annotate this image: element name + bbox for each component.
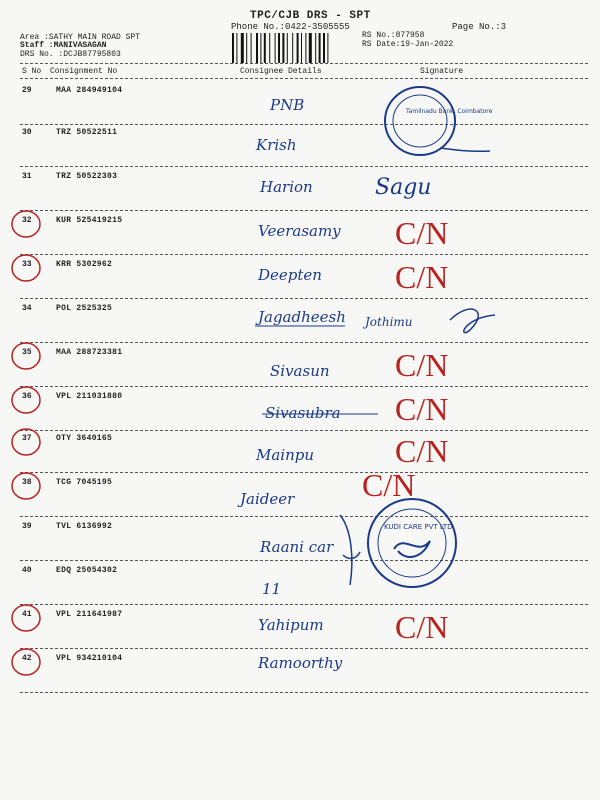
row-consignment-no: KUR 525419215 — [56, 216, 123, 225]
cancelled-mark: C/N — [395, 215, 449, 251]
red-circle-mark — [12, 255, 40, 281]
row-sno: 40 — [22, 566, 32, 575]
column-header-signature: Signature — [420, 67, 464, 76]
recipient-signature: Sagu — [375, 175, 432, 200]
red-circle-mark — [12, 429, 40, 455]
drs-number: DRS No. :DCJB87795803 — [20, 50, 121, 59]
cancelled-mark: C/N — [395, 433, 449, 469]
consignee-handwritten-name: Deepten — [258, 266, 322, 284]
page-number: Page No.:3 — [452, 22, 507, 32]
bank-stamp-text: Tamilnadu Bank, Coimbatore — [406, 108, 493, 115]
row-consignment-no: MAA 288723381 — [56, 348, 123, 357]
consignee-handwritten-name: PNB — [270, 96, 305, 114]
row-sno: 35 — [22, 348, 32, 357]
row-sno: 36 — [22, 392, 32, 401]
courier-stamp-icon — [368, 499, 456, 587]
row-consignment-no: POL 2525325 — [56, 304, 113, 313]
red-circle-mark — [12, 343, 40, 369]
cancelled-mark: C/N — [395, 609, 449, 645]
row-consignment-no: VPL 211641987 — [56, 610, 123, 619]
consignee-handwritten-name: Mainpu — [256, 446, 315, 464]
consignee-handwritten-name: Raani car — [260, 538, 334, 556]
phone-number: Phone No.:0422-3505555 — [231, 22, 350, 32]
red-circle-marks — [12, 211, 40, 675]
rs-number: RS No.:877958 — [362, 31, 425, 40]
column-header-sno: S No — [22, 67, 42, 76]
cancelled-mark: C/N — [395, 259, 449, 295]
cancelled-mark: C/N — [362, 467, 416, 503]
consignee-handwritten-name: Ramoorthy — [258, 654, 343, 672]
red-circle-mark — [12, 211, 40, 237]
row-consignment-no: VPL 211031880 — [56, 392, 123, 401]
row-consignment-no: VPL 934210104 — [56, 654, 123, 663]
column-header-details: Consignee Details — [240, 67, 322, 76]
consignee-handwritten-name: Veerasamy — [258, 222, 341, 240]
bank-stamp-icon — [385, 87, 493, 155]
recipient-signature: Jothimu — [365, 315, 413, 329]
area-label: Area :SATHY MAIN ROAD SPT — [20, 33, 141, 42]
row-consignment-no: KRR 5302962 — [56, 260, 113, 269]
consignee-handwritten-name: 11 — [262, 580, 282, 598]
cancelled-mark: C/N — [395, 347, 449, 383]
consignee-handwritten-name: Sivasun — [270, 362, 330, 380]
courier-stamp-text: KUDI CARE PVT LTD — [384, 523, 453, 531]
row-sno: 29 — [22, 86, 32, 95]
consignee-handwritten-name: Jagadheesh — [258, 308, 346, 326]
staff-label: Staff :MANIVASAGAN — [20, 41, 107, 50]
row-sno: 41 — [22, 610, 32, 619]
row-sno: 33 — [22, 260, 32, 269]
row-consignment-no: TRZ 50522303 — [56, 172, 118, 181]
document-title: TPC/CJB DRS - SPT — [250, 10, 371, 22]
row-consignment-no: MAA 284949104 — [56, 86, 123, 95]
row-sno: 30 — [22, 128, 32, 137]
row-sno: 32 — [22, 216, 32, 225]
red-circle-mark — [12, 649, 40, 675]
row-sno: 31 — [22, 172, 32, 181]
column-header-consignment: Consignment No — [50, 67, 118, 76]
consignee-handwritten-name: Harion — [260, 178, 313, 196]
consignee-handwritten-name: Sivasubra — [265, 404, 341, 422]
red-circle-mark — [12, 473, 40, 499]
row-sno: 39 — [22, 522, 32, 531]
cancelled-mark: C/N — [395, 391, 449, 427]
consignee-handwritten-name: Yahipum — [258, 616, 324, 634]
row-sno: 42 — [22, 654, 32, 663]
row-consignment-no: OTY 3640165 — [56, 434, 113, 443]
row-consignment-no: TCG 7045195 — [56, 478, 113, 487]
row-consignment-no: TVL 6136992 — [56, 522, 113, 531]
consignee-handwritten-name: Jaideer — [240, 490, 295, 508]
row-sno: 38 — [22, 478, 32, 487]
row-consignment-no: TRZ 50522511 — [56, 128, 118, 137]
rs-date: RS Date:19-Jan-2022 — [362, 40, 454, 49]
row-consignment-no: EDQ 25054302 — [56, 566, 118, 575]
row-sno: 34 — [22, 304, 32, 313]
row-sno: 37 — [22, 434, 32, 443]
consignee-handwritten-name: Krish — [256, 136, 297, 154]
red-circle-mark — [12, 605, 40, 631]
red-circle-mark — [12, 387, 40, 413]
